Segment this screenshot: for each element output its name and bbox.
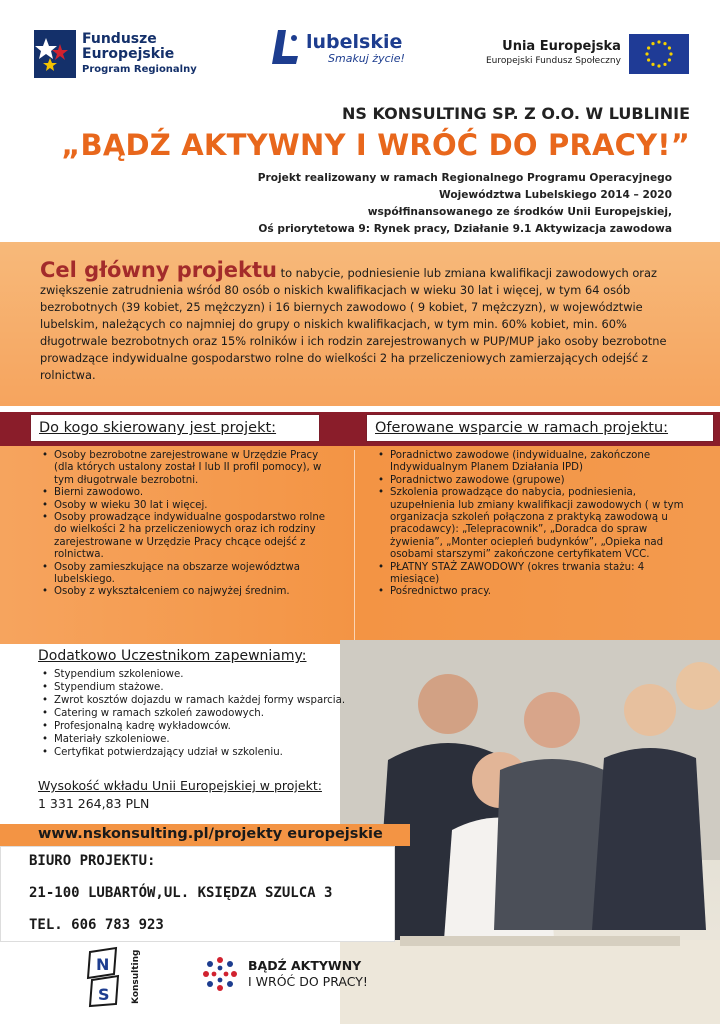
eu-flag-icon <box>629 34 689 74</box>
list-item: • Szkolenia prowadzące do nabycia, podniesienia, uzupełnienia lub zmiany kwalifikacji zawodowych ( w tym organizacja szkoleń połączona z praktyką zawodową u pracodawcy): „Telepracownik”, „Doradca do spraw żywienia”, „Monter ociepleń budynków”, „Opieka nad osobami starszymi” zakończone certyfikatem VCC. <box>376 487 696 561</box>
list-item: • PŁATNY STAŻ ZAWODOWY (okres trwania stażu: 4 miesiące) <box>376 562 696 587</box>
list-item: • Poradnictwo zawodowe (grupowe) <box>376 475 696 487</box>
goal-section <box>40 258 690 384</box>
lubelskie-name: lubelskie <box>306 30 403 53</box>
fe-stars-icon <box>34 30 76 78</box>
svg-text:N: N <box>96 955 110 974</box>
contribution-label: Wysokość wkładu Unii Europejskiej w projekt: <box>38 778 322 793</box>
project-info-line: Projekt realizowany w ramach Regionalnego Programu Operacyjnego <box>257 172 672 184</box>
fundusze-europejskie-logo <box>34 30 197 78</box>
svg-text:S: S <box>98 985 110 1004</box>
ue-title: Unia Europejska <box>502 39 621 54</box>
extras-heading: Dodatkowo Uczestnikom zapewniamy: <box>38 648 307 664</box>
list-item: • Materiały szkoleniowe. <box>40 733 370 746</box>
target-heading: Do kogo skierowany jest projekt: <box>39 420 277 436</box>
target-heading-box <box>30 414 320 442</box>
list-item: • Catering w ramach szkoleń zawodowych. <box>40 707 370 720</box>
list-item: • Certyfikat potwierdzający udział w szkoleniu. <box>40 746 370 759</box>
contribution-value: 1 331 264,83 PLN <box>38 796 150 811</box>
offer-heading-box <box>366 414 714 442</box>
list-item: • Osoby bezrobotne zarejestrowane w Urzędzie Pracy (dla których ustalony został I lub II profil pomocy), w tym długotrwale bezrobotni. <box>40 450 340 487</box>
project-info <box>258 170 672 238</box>
extras-list <box>40 668 370 759</box>
website-link[interactable]: www.nskonsulting.pl/projekty europejskie <box>38 826 383 842</box>
list-item: • Pośrednictwo pracy. <box>376 586 696 598</box>
flower-dots-icon <box>200 954 240 994</box>
list-item: • Osoby prowadzące indywidualne gospodarstwo rolne do wielkości 2 ha przeliczeniowych oraz ich rodziny zarejestrowane w Urzędzie Pracy chcące odejść z rolnictwa. <box>40 512 340 562</box>
project-info-line: współfinansowanego ze środków Unii Europejskiej, <box>367 206 672 218</box>
list-item: • Stypendium szkoleniowe. <box>40 668 370 681</box>
list-item: • Poradnictwo zawodowe (indywidualne, zakończone Indywidualnym Planem Działania IPD) <box>376 450 696 475</box>
unia-europejska-logo <box>486 34 689 74</box>
target-list <box>40 450 340 599</box>
fe-line3: Program Regionalny <box>82 63 197 75</box>
ns-konsulting-logo <box>86 944 152 1010</box>
lubelskie-slogan: Smakuj życie! <box>328 51 405 65</box>
office-phone: TEL. 606 783 923 <box>29 917 164 933</box>
fe-line2: Europejskie <box>82 45 175 62</box>
fe-line1: Fundusze <box>82 30 157 47</box>
list-item: • Osoby z wykształceniem co najwyżej średnim. <box>40 586 340 598</box>
badz-aktywny-logo <box>200 954 368 994</box>
header-logos <box>0 0 720 100</box>
project-office-box <box>0 846 395 942</box>
list-item: • Bierni zawodowo. <box>40 487 340 499</box>
organization-name: NS KONSULTING SP. Z O.O. W LUBLINIE <box>342 104 690 123</box>
goal-heading: Cel główny projektu <box>40 258 277 282</box>
lubelskie-l-icon <box>268 28 302 68</box>
project-info-line: Województwa Lubelskiego 2014 – 2020 <box>439 189 672 201</box>
main-title: „BĄDŹ AKTYWNY I WRÓĆ DO PRACY!” <box>61 128 690 162</box>
offer-heading: Oferowane wsparcie w ramach projektu: <box>375 420 669 436</box>
office-address: 21-100 LUBARTÓW,UL. KSIĘDZA SZULCA 3 <box>29 885 333 901</box>
list-item: • Osoby zamieszkujące na obszarze województwa lubelskiego. <box>40 562 340 587</box>
lists-divider <box>354 450 355 640</box>
list-item: • Stypendium stażowe. <box>40 681 370 694</box>
goal-text: to nabycie, podniesienie lub zmiana kwalifikacji zawodowych oraz zwiększenie zatrudnienia wśród 80 osób o niskich kwalifikacjach w wieku 30 lat i więcej, w tym 64 osób bezrobotnych (39 kobiet, 25 mężczyzn) i 16 biernych zawodowo ( 9 kobiet, 7 mężczyzn), w województwie lubelskim, należących co najmniej do grupy o niskich kwalifikacjach, w tym min. 60% kobiet, min. 60% długotrwale bezrobotnych oraz 15% rolników i ich rodzin zarejestrowanych w PUP/MUP jako osoby bezrobotne prowadzące indywidualne gospodarstwo rolne do wielkości 2 ha przeliczeniowych zamierzających odejść z rolnictwa. <box>40 266 667 382</box>
ba-line2: I WRÓĆ DO PRACY! <box>248 974 368 989</box>
ba-line1: BĄDŹ AKTYWNY <box>248 958 362 973</box>
office-heading: BIURO PROJEKTU: <box>29 853 156 869</box>
list-item: • Profesjonalną kadrę wykładowców. <box>40 720 370 733</box>
lubelskie-logo <box>268 28 405 68</box>
list-item: • Zwrot kosztów dojazdu w ramach każdej formy wsparcia. <box>40 694 370 707</box>
ue-subtitle: Europejski Fundusz Społeczny <box>486 56 621 66</box>
project-info-line: Oś priorytetowa 9: Rynek pracy, Działanie 9.1 Aktywizacja zawodowa <box>258 223 672 235</box>
ns-konsulting-text: Konsulting <box>131 949 141 1004</box>
offer-list <box>376 450 696 599</box>
list-item: • Osoby w wieku 30 lat i więcej. <box>40 500 340 512</box>
